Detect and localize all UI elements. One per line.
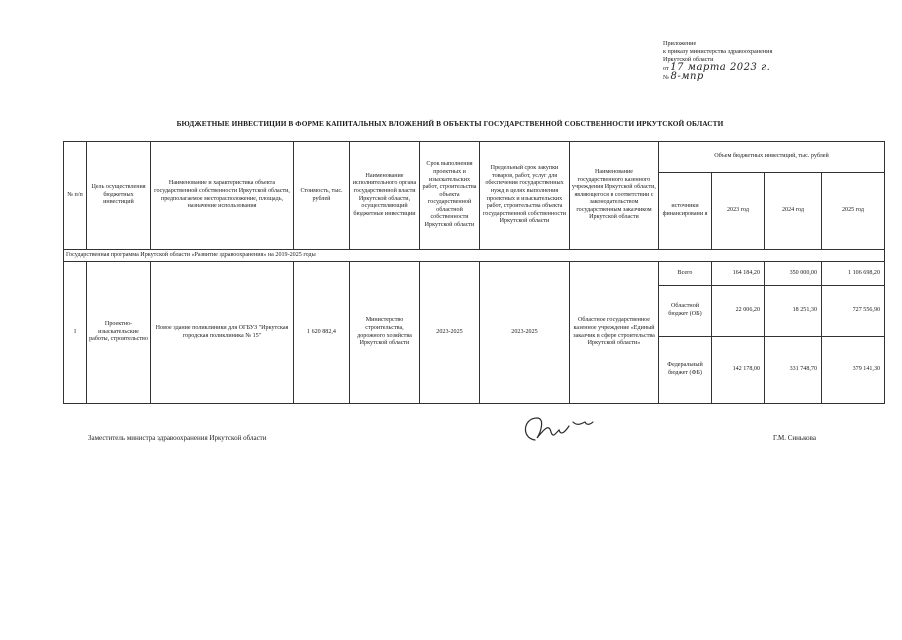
funding-regional-2024: 18 251,30 — [765, 286, 822, 337]
funding-regional-2025: 727 556,90 — [822, 286, 885, 337]
row-goal: Проектно-изыскательские работы, строительство — [87, 262, 151, 404]
header-num: № п/п — [64, 142, 87, 250]
header-2024: 2024 год — [765, 173, 822, 250]
handwritten-number: 8-мпр — [670, 71, 704, 82]
signatory-position: Заместитель министра здравоохранения Иркутской области — [88, 434, 267, 442]
appendix-line1: Приложение — [663, 40, 697, 47]
row-institution: Областное государственное казенное учреждение «Единый заказчик в сфере строительства Иркутской области» — [570, 262, 659, 404]
program-row: Государственная программа Иркутской области «Развитие здравоохранения» на 2019-2025 годы — [64, 250, 885, 262]
header-2025: 2025 год — [822, 173, 885, 250]
funding-total-2025: 1 106 698,20 — [822, 262, 885, 286]
signature-mark — [515, 410, 595, 450]
budget-table — [63, 141, 885, 404]
document-title: БЮДЖЕТНЫЕ ИНВЕСТИЦИИ В ФОРМЕ КАПИТАЛЬНЫХ ВЛОЖЕНИЙ В ОБЪЕКТЫ ГОСУДАРСТВЕННОЙ СОБСТВЕННОСТИ ИРКУТСКОЙ ОБЛАСТИ — [176, 119, 724, 128]
row-executive: Министерство строительства, дорожного хозяйства Иркутской области — [350, 262, 420, 404]
header-2023: 2023 год — [712, 173, 765, 250]
funding-total-2024: 350 000,00 — [765, 262, 822, 286]
header-source: источники финансировани я — [659, 173, 712, 250]
funding-source-total: Всего — [659, 262, 712, 286]
appendix-line2: к приказу министерства здравоохранения — [663, 48, 773, 55]
funding-regional-2023: 22 006,20 — [712, 286, 765, 337]
funding-federal-2025: 379 141,30 — [822, 337, 885, 404]
header-cost: Стоимость, тыс. рублей — [294, 142, 350, 250]
funding-source-federal: Федеральный бюджет (ФБ) — [659, 337, 712, 404]
header-volume: Объем бюджетных инвестиций, тыс. рублей — [659, 142, 885, 173]
header-procurement: Предельный срок закупки товаров, работ, услуг для обеспечения государственных нужд в целях выполнения проектных и изыскательских работ, строительства объекта государственной собственности Иркутской области — [480, 142, 570, 250]
funding-federal-2024: 331 748,70 — [765, 337, 822, 404]
header-term: Срок выполнения проектных и изыскательских работ, строительства объекта государственной областной собственности Иркутской области — [420, 142, 480, 250]
funding-source-regional: Областной бюджет (ОБ) — [659, 286, 712, 337]
header-object: Наименование и характеристика объекта государственной собственности Иркутской области, предполагаемое месторасположение, площадь, назначение использования — [151, 142, 294, 250]
row-object: Новое здание поликлиники для ОГБУЗ "Иркутская городская поликлиника № 15" — [151, 262, 294, 404]
row-procurement: 2023-2025 — [480, 262, 570, 404]
date-prefix: от — [663, 65, 669, 72]
funding-total-2023: 164 184,20 — [712, 262, 765, 286]
number-prefix: № — [663, 74, 669, 81]
appendix-line3: Иркутской области — [663, 56, 714, 63]
row-cost: 1 620 882,4 — [294, 262, 350, 404]
header-executive: Наименование исполнительного органа государственной власти Иркутской области, осуществляющий бюджетные инвестиции — [350, 142, 420, 250]
row-term: 2023-2025 — [420, 262, 480, 404]
signatory-name: Г.М. Синькова — [773, 434, 816, 442]
header-institution: Наименование государственного казенного учреждения Иркутской области, являющегося в соответствии с законодательством государственным заказчиком Иркутской области — [570, 142, 659, 250]
funding-federal-2023: 142 178,00 — [712, 337, 765, 404]
row-num: 1 — [64, 262, 87, 404]
handwritten-date: 17 марта 2023 г. — [670, 62, 771, 73]
appendix-block — [663, 40, 823, 82]
header-goal: Цель осуществления бюджетных инвестиций — [87, 142, 151, 250]
